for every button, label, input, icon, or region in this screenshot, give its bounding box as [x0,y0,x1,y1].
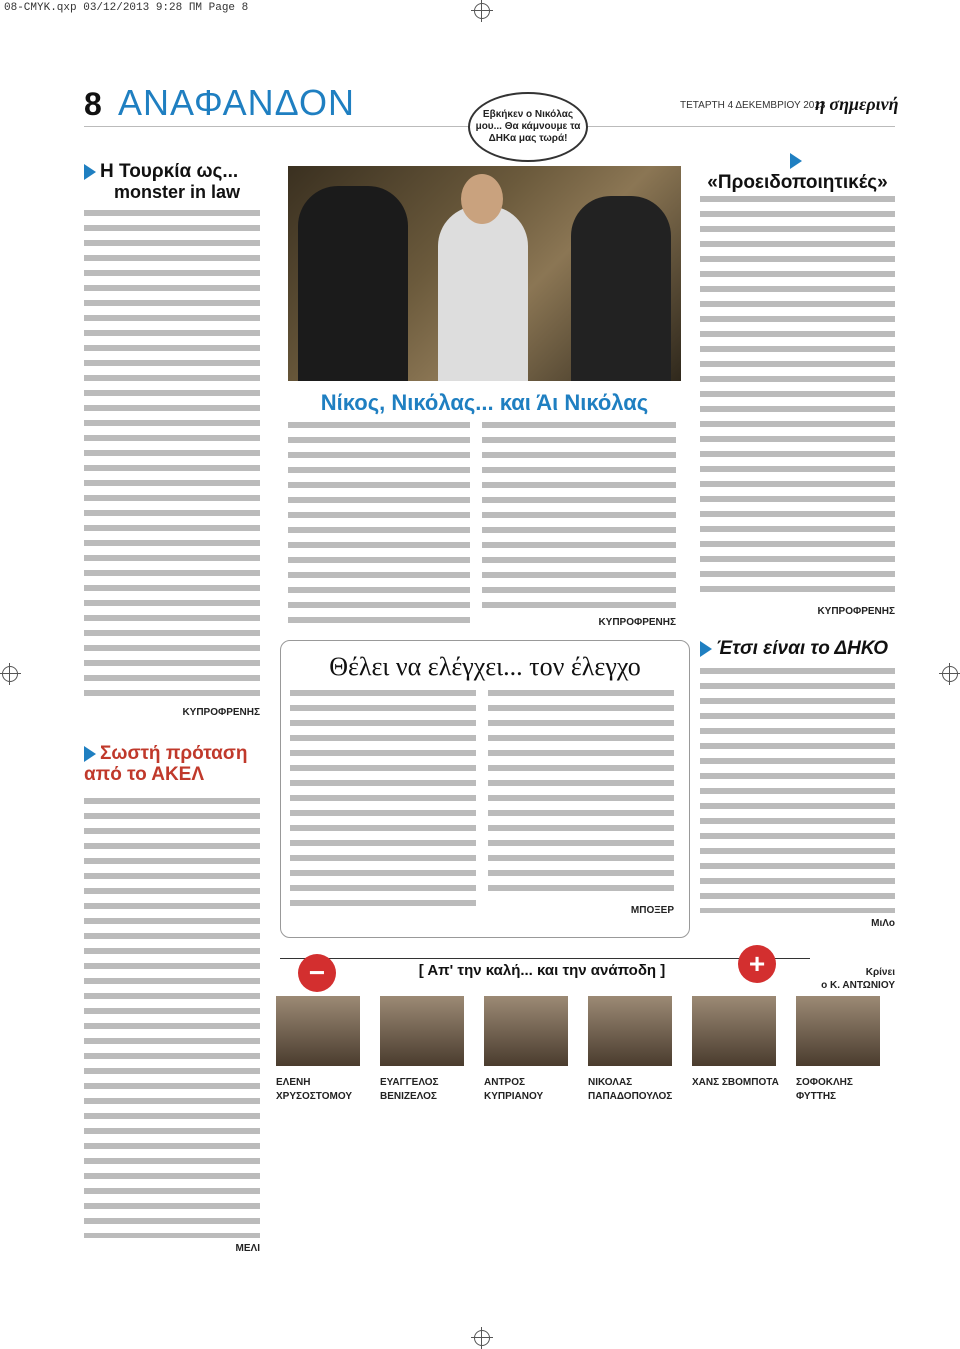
article-title-turkey [84,162,264,203]
boxed-article-title: Θέλει να ελέγχει... τον έλεγχο [329,652,641,681]
article-signature: ΜιΛο [871,918,895,929]
text-placeholder [288,422,470,627]
text-placeholder [482,422,676,612]
article-title-diko [700,638,895,660]
registration-mark-icon [474,1330,490,1346]
article-title-nikos: Νίκος, Νικόλας... και Άι Νικόλας [320,390,649,415]
text-placeholder [290,690,476,910]
speech-bubble: Εβκήκεν ο Νικόλας μου... Θα κάμνουμε τα ΔΗΚα μας τωρά! [468,92,588,162]
article-subtitle: monster in law [114,181,241,202]
photo-figure [298,186,408,381]
article-signature: ΚΥΠΡΟΦΡΕΝΗΣ [817,606,895,617]
portrait-photo [484,996,568,1066]
text-placeholder [700,196,895,601]
plus-icon: + [738,945,776,983]
photo-figure [571,196,671,381]
text-placeholder [84,210,260,702]
article-body-akel [84,798,260,1258]
registration-mark-icon [2,666,18,682]
person-entry [380,1076,476,1103]
registration-mark-icon [474,3,490,19]
registration-mark-icon [942,666,958,682]
portrait-photo [796,996,880,1066]
article-body-nikos-1 [288,422,470,627]
section-divider [280,958,810,959]
ratings-title: [ Απ' την καλή... και την ανάποδη ] [418,962,666,979]
person-entry [692,1076,788,1090]
triangle-bullet-icon [700,641,712,657]
article-title-text: Η Τουρκία ως... [100,161,239,182]
columnist-label: Κρίνει [865,967,895,978]
person-name: ΣΟΦΟΚΛΗΣ ΦΥΤΤΗΣ [796,1077,853,1102]
article-body-warnings [700,196,895,619]
person-name: ΧΑΝΣ ΣΒΟΜΠΟΤΑ [692,1077,779,1088]
article-title-akel [84,744,264,786]
article-title-text: «Προειδοποιητικές» [707,171,888,193]
article-signature: ΜΠΟΞΕΡ [630,905,674,916]
text-placeholder [488,690,674,900]
portrait-photo [588,996,672,1066]
triangle-bullet-icon [84,164,96,180]
columnist-credit [790,966,895,992]
article-title-text: Έτσι είναι το ΔΗΚΟ [716,638,888,659]
boxed-article-body-1 [290,690,476,910]
triangle-bullet-icon [84,746,96,762]
article-body-diko [700,668,895,931]
article-signature: ΚΥΠΡΟΦΡΕΝΗΣ [598,617,676,628]
person-name: ΕΛΕΝΗ ΧΡΥΣΟΣΤΟΜΟΥ [276,1077,352,1102]
columnist-name: ο Κ. ΑΝΤΩΝΙΟΥ [821,980,895,991]
article-title-text: Σωστή πρόταση από το ΑΚΕΛ [84,743,248,785]
triangle-bullet-icon [790,153,802,169]
article-signature: ΚΥΠΡΟΦΡΕΝΗΣ [182,707,260,718]
article-body-nikos-2 [482,422,676,630]
person-entry [588,1076,684,1103]
print-slug: 08-CMYK.qxp 03/12/2013 9:28 ΠΜ Page 8 [4,2,249,14]
news-photo [288,166,681,381]
person-name: ΕΥΑΓΓΕΛΟΣ ΒΕΝΙΖΕΛΟΣ [380,1077,439,1102]
portrait-photo [692,996,776,1066]
article-signature: ΜΕΛΙ [235,1243,260,1254]
article-body-turkey [84,210,260,718]
boxed-article-body-2 [488,690,674,918]
photo-figure [461,174,503,224]
person-entry [276,1076,372,1103]
text-placeholder [700,668,895,913]
photo-figure [438,206,528,381]
person-name: ΝΙΚΟΛΑΣ ΠΑΠΑΔΟΠΟΥΛΟΣ [588,1077,673,1102]
person-entry [484,1076,580,1103]
person-entry [796,1076,892,1103]
masthead-logo: η σημερινή [815,94,899,114]
dateline: ΤΕΤΑΡΤΗ 4 ΔΕΚΕΜΒΡΙΟΥ 2013 [680,100,826,111]
portrait-photo [380,996,464,1066]
section-title: ΑΝΑΦΑΝΔΟΝ [118,82,355,123]
person-name: ΑΝΤΡΟΣ ΚΥΠΡΙΑΝΟΥ [484,1077,544,1102]
portrait-photo [276,996,360,1066]
text-placeholder [84,798,260,1238]
page-number: 8 [84,86,102,122]
minus-icon: − [298,954,336,992]
